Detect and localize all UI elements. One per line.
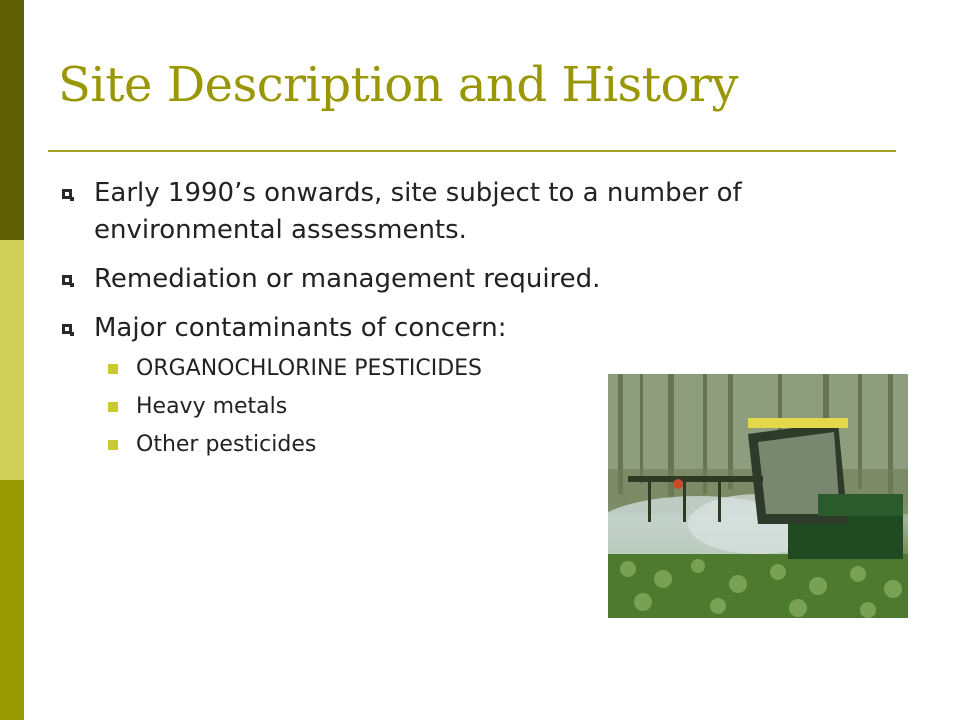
side-bar-middle [0, 240, 24, 480]
bullet-text: Early 1990’s onwards, site subject to a number of environmental assessments. [94, 178, 742, 245]
sub-bullet-text: Other pesticides [136, 432, 317, 457]
sub-bullet-square-icon [108, 402, 118, 412]
bullet-square-icon [62, 324, 72, 334]
bullet-item [56, 261, 916, 298]
sub-bullet-item [106, 426, 482, 464]
sub-bullet-square-icon [108, 440, 118, 450]
title-divider [48, 150, 896, 152]
slide-title: Site Description and History [58, 57, 738, 113]
side-bar-top [0, 0, 24, 240]
bullet-item [56, 175, 916, 249]
bullet-item [56, 310, 916, 347]
sub-bullet-item [106, 388, 482, 426]
sub-bullet-list [106, 350, 482, 464]
sub-bullet-square-icon [108, 364, 118, 374]
bullet-square-icon [62, 189, 72, 199]
sub-bullet-text: ORGANOCHLORINE PESTICIDES [136, 356, 483, 381]
bullet-text: Remediation or management required. [94, 264, 601, 294]
bullet-list [56, 175, 916, 359]
tractor-photo-drawing [608, 374, 908, 618]
bullet-text: Major contaminants of concern: [94, 313, 507, 343]
bullet-square-icon [62, 275, 72, 285]
sub-bullet-text: Heavy metals [136, 394, 288, 419]
side-bar-bottom [0, 480, 24, 720]
tractor-spraying-crops-photo [608, 374, 908, 618]
sub-bullet-item [106, 350, 482, 388]
